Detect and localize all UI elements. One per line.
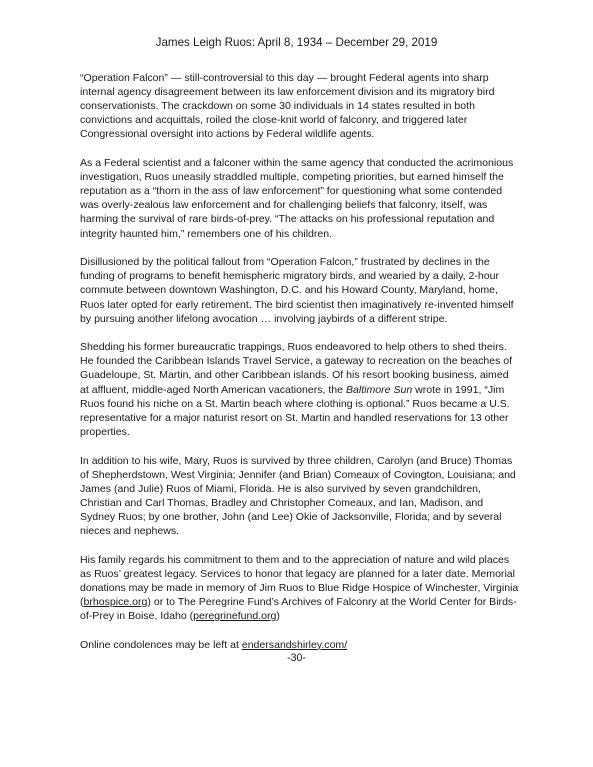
paragraph-legacy [80, 553, 520, 623]
paragraph-federal-scientist: As a Federal scientist and a falconer within the same agency that conducted the acrimonious investigation, Ruos uneasily straddled multiple, competing priorities, but earned himself the reputation as a “thorn in the ass of law enforcement” for questioning what some contended was overly-zealous law enforcement and for challenging beliefs that falconry, itself, was harming the survival of rare birds-of-prey. “The attacks on his professional reputation and integrity haunted him,” remembers one of his children. [80, 157, 514, 240]
paragraph-text: His family regards his commitment to them and to the appreciation of nature and wild places as Ruos’ greatest legacy. Services to honor that legacy are planned for a later date. Memorial donations may be made in memory of Jim Ruos to Blue Ridge Hospice of Winchester, Virginia ( [80, 553, 519, 608]
article-body [80, 71, 520, 666]
condolences-link[interactable]: endersandshirley.com/ [241, 638, 348, 651]
paragraph-caribbean-travel [80, 340, 520, 439]
paragraph-operation-falcon: “Operation Falcon” — still-controversial to this day — brought Federal agents into sharp internal agency disagreement between its law enforcement division and its migratory bird conservationists. The crackdown on some 30 individuals in 14 states resulted in both convictions and acquittals, roiled the close-knit world of falconry, and triggered later Congressional oversight into actions by Federal wildlife agents. [80, 72, 495, 141]
page-title: James Leigh Ruos: April 8, 1934 – December 29, 2019 [155, 36, 438, 49]
paragraph-text: ) [276, 610, 280, 623]
paragraph-condolences [80, 638, 520, 652]
paragraph-text: wrote in 1991, “Jim Ruos found his niche on a St. Martin beach where clothing is optional.” Ruos became a U.S. representative for a major naturist resort on St. Martin and handled reservations for 13 other properties. [80, 383, 510, 438]
paragraph-text: Shedding his former bureaucratic trappings, Ruos endeavored to help others to shed theirs. He founded the Caribbean Islands Travel Service, a gateway to recreation on the beaches of Guadeloupe, St. Martin, and other Caribbean islands. Of his resort booking business, aimed at affluent, middle-aged North American vacationers, the [80, 341, 513, 396]
paragraph-survivors: In addition to his wife, Mary, Ruos is survived by three children, Carolyn (and Bruce) Thomas of Shepherdstown, West Virginia; Jennifer (and Brian) Comeaux of Covington, Louisiana; and James (and Julie) Ruos of Miami, Florida. He is also survived by seven grandchildren, Christian and Carl Thomas, Bradley and Christopher Comeaux, and Ian, Madison, and Sydney Ruos; by one brother, John (and Lee) Okie of Jacksonville, Florida; and by several nieces and nephews. [80, 454, 516, 537]
newspaper-title: Baltimore Sun [345, 383, 413, 396]
paragraph-text: ) or to The Peregrine Fund’s Archives of Falconry at the World Center for Birds-of-Prey in Boise, Idaho ( [80, 595, 517, 623]
paragraph-text: Online condolences may be left at [80, 638, 242, 651]
page-number: -30- [287, 652, 306, 664]
paragraph-disillusioned: Disillusioned by the political fallout from “Operation Falcon,” frustrated by declines in the funding of programs to benefit hemispheric migratory birds, and wearied by a daily, 2-hour commute between downtown Washington, D.C. and his Howard County, Maryland, home, Ruos later opted for early retirement. The bird scientist then imaginatively re-invented himself by pursuing another lifelong avocation … involving jaybirds of a different stripe. [80, 256, 514, 325]
peregrinefund-link[interactable]: peregrinefund.org [193, 610, 277, 623]
brhospice-link[interactable]: brhospice.org [83, 595, 148, 608]
